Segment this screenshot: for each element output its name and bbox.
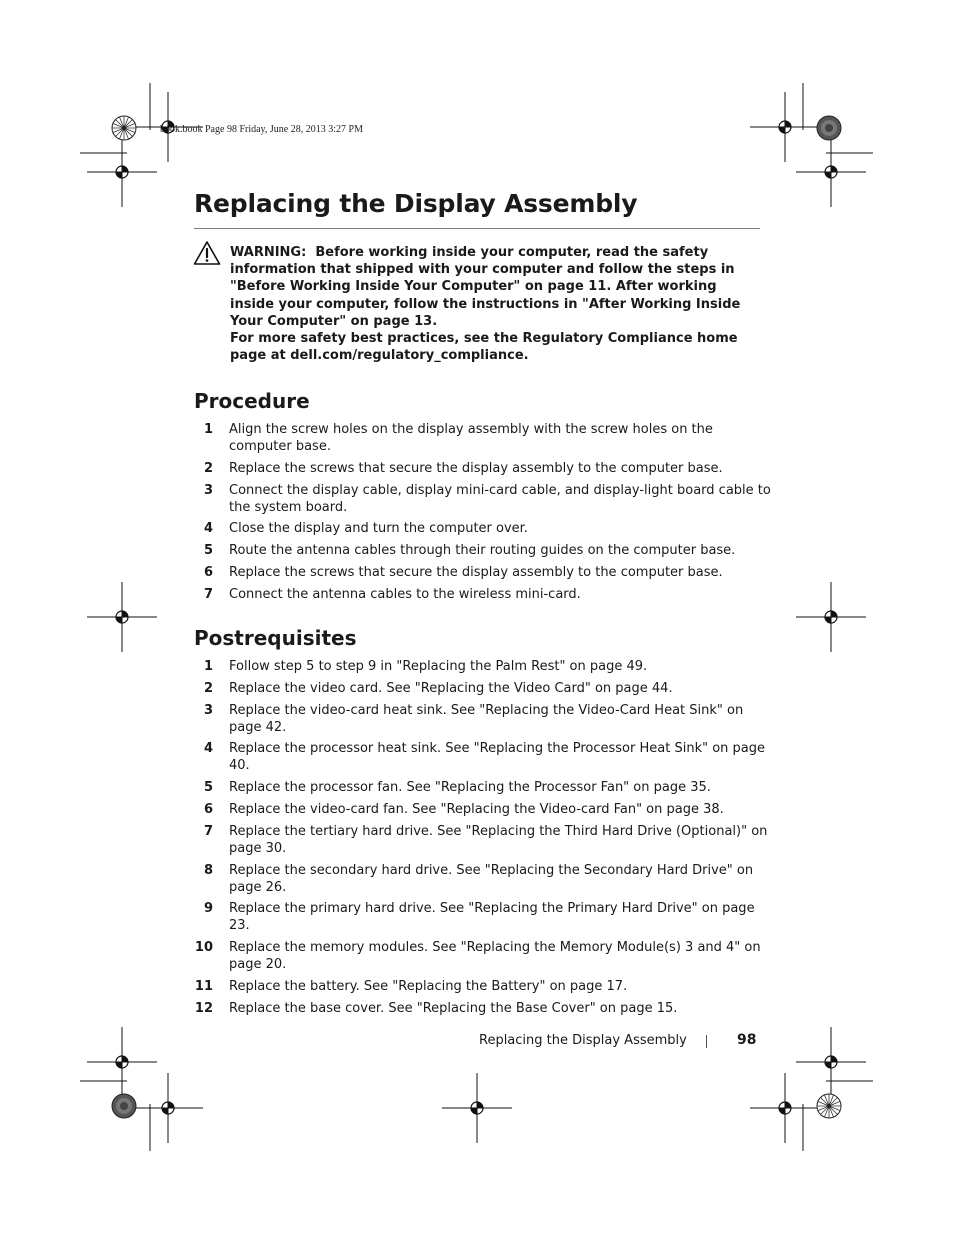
procedure-steps — [194, 421, 774, 608]
step-text: Replace the screws that secure the display assembly to the computer base. — [229, 564, 723, 580]
step-text: Connect the display cable, display mini-card cable, and display-light board cable to the system board. — [229, 482, 771, 515]
step-number: 5 — [203, 543, 213, 559]
page-number: 98 — [737, 1032, 757, 1048]
page-title: Replacing the Display Assembly — [194, 189, 638, 218]
step-number: 8 — [203, 862, 213, 878]
title-divider — [194, 228, 760, 229]
step-text: Align the screw holes on the display assembly with the screw holes on the computer base. — [229, 422, 713, 454]
step-item — [194, 801, 774, 818]
warning-triangle-icon — [193, 240, 221, 266]
step-text: Replace the video-card fan. See "Replacing the Video-card Fan" on page 38. — [229, 801, 724, 817]
warning-label: WARNING: — [230, 245, 307, 260]
warning-body: Before working inside your computer, read the safety information that shipped with your computer and follow the steps in "Before Working Inside Your Computer" on page 11. After working inside your computer, follow the instructions in "After Working Inside Your Computer" on page 13. — [230, 245, 741, 329]
step-item — [194, 586, 774, 603]
step-text: Route the antenna cables through their routing guides on the computer base. — [229, 543, 736, 559]
step-number: 2 — [203, 680, 213, 696]
step-number: 2 — [203, 460, 213, 476]
step-number: 3 — [203, 482, 213, 498]
step-text: Replace the base cover. See "Replacing the Base Cover" on page 15. — [229, 1000, 678, 1016]
step-number: 6 — [203, 801, 213, 817]
step-number: 6 — [203, 564, 213, 580]
step-text: Replace the screws that secure the display assembly to the computer base. — [229, 460, 723, 476]
step-item — [194, 564, 774, 581]
step-text: Replace the video-card heat sink. See "Replacing the Video-Card Heat Sink" on page 42. — [229, 702, 744, 735]
step-number: 7 — [203, 586, 213, 602]
warning-paragraph — [230, 244, 765, 330]
step-item — [194, 680, 774, 697]
postrequisites-heading: Postrequisites — [194, 626, 357, 650]
step-item — [194, 978, 774, 995]
footer-chapter-title: Replacing the Display Assembly — [479, 1033, 687, 1048]
step-text: Replace the secondary hard drive. See "Replacing the Secondary Hard Drive" on page 26. — [229, 862, 754, 895]
step-text: Replace the processor heat sink. See "Replacing the Processor Heat Sink" on page 40. — [229, 741, 765, 774]
step-number: 1 — [203, 659, 213, 674]
step-text: Replace the memory modules. See "Replacing the Memory Module(s) 3 and 4" on page 20. — [229, 940, 761, 973]
step-item — [194, 482, 774, 516]
step-item — [194, 460, 774, 477]
step-text: Close the display and turn the computer over. — [229, 521, 528, 537]
step-item — [194, 702, 774, 736]
step-text: Replace the processor fan. See "Replacing the Processor Fan" on page 35. — [229, 780, 711, 796]
step-number: 12 — [194, 1000, 213, 1016]
step-item — [194, 658, 774, 675]
step-item — [194, 1000, 774, 1017]
step-item — [194, 542, 774, 559]
step-number: 1 — [203, 422, 213, 437]
step-item — [194, 939, 774, 973]
warning-safety-note: For more safety best practices, see the Regulatory Compliance home page at dell.com/regulatory_compliance. — [230, 331, 738, 364]
step-text: Follow step 5 to step 9 in "Replacing the Palm Rest" on page 49. — [229, 659, 648, 674]
step-number: 10 — [194, 940, 213, 956]
step-text: Replace the video card. See "Replacing the Video Card" on page 44. — [229, 680, 673, 696]
procedure-heading: Procedure — [194, 389, 310, 413]
footer-divider — [706, 1035, 707, 1048]
step-item — [194, 823, 774, 857]
step-text: Replace the tertiary hard drive. See "Replacing the Third Hard Drive (Optional)" on page 30. — [229, 823, 768, 856]
step-text: Replace the primary hard drive. See "Replacing the Primary Hard Drive" on page 23. — [229, 901, 755, 934]
warning-notice — [230, 244, 765, 364]
step-number: 3 — [203, 702, 213, 718]
step-item — [194, 779, 774, 796]
step-item — [194, 862, 774, 896]
step-item — [194, 900, 774, 934]
print-slug: book.book Page 98 Friday, June 28, 2013 3:27 PM — [160, 124, 363, 135]
postrequisites-steps — [194, 658, 774, 1022]
step-text: Connect the antenna cables to the wireless mini-card. — [229, 586, 581, 602]
step-number: 9 — [203, 901, 213, 917]
step-item — [194, 421, 774, 455]
step-number: 4 — [203, 741, 213, 757]
step-number: 7 — [203, 823, 213, 839]
step-number: 11 — [194, 978, 213, 994]
step-item — [194, 740, 774, 774]
step-item — [194, 520, 774, 537]
step-number: 4 — [203, 521, 213, 537]
step-text: Replace the battery. See "Replacing the Battery" on page 17. — [229, 978, 628, 994]
step-number: 5 — [203, 780, 213, 796]
